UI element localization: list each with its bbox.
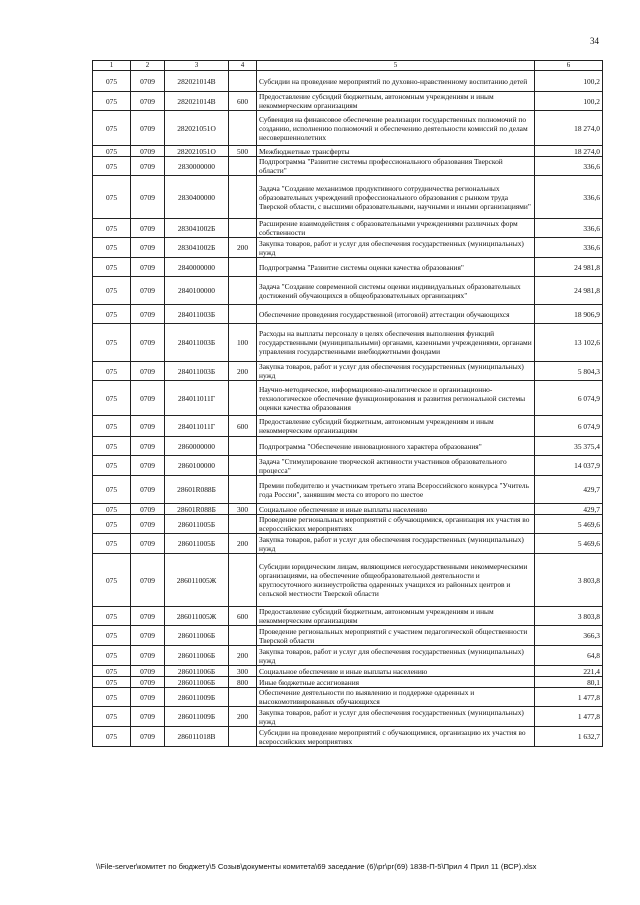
section-code-cell: 0709 — [131, 277, 165, 305]
section-code-cell: 0709 — [131, 626, 165, 646]
table-row — [93, 707, 603, 727]
file-path-footer: \\File-server\комитет по бюджету\5 Созыв\документы комитета\69 заседание (6)\рг\рг(69) 1838-П-5\Прил 4 Прил 11 (ВСР).xlsx — [96, 862, 537, 871]
target-article-cell: 284011011Г — [165, 416, 229, 437]
amount-cell: 35 375,4 — [535, 437, 603, 456]
section-code-cell: 0709 — [131, 305, 165, 324]
section-code-cell: 0709 — [131, 111, 165, 146]
column-header: 5 — [257, 61, 535, 71]
description-cell: Обеспечение деятельности по выявлению и поддержке одаренных и высокомотивированных обучающихся — [257, 688, 535, 707]
expense-type-cell — [229, 515, 257, 534]
description-cell: Предоставление субсидий бюджетным, автономным учреждениям и иным некоммерческим организациям — [257, 92, 535, 111]
admin-code-cell: 075 — [93, 324, 131, 362]
target-article-cell: 286011005Б — [165, 534, 229, 554]
target-article-cell: 284011003Б — [165, 324, 229, 362]
section-code-cell: 0709 — [131, 476, 165, 504]
description-cell: Закупка товаров, работ и услуг для обеспечения государственных (муниципальных) нужд — [257, 707, 535, 727]
expense-type-cell — [229, 176, 257, 219]
expense-type-cell — [229, 554, 257, 607]
admin-code-cell: 075 — [93, 456, 131, 476]
admin-code-cell: 075 — [93, 71, 131, 92]
table-row — [93, 504, 603, 515]
amount-cell: 336,6 — [535, 176, 603, 219]
amount-cell: 13 102,6 — [535, 324, 603, 362]
column-header: 1 — [93, 61, 131, 71]
admin-code-cell: 075 — [93, 554, 131, 607]
description-cell: Проведение региональных мероприятий с обучающимися, организация их участия во всероссийских мероприятиях — [257, 515, 535, 534]
table-row — [93, 437, 603, 456]
amount-cell: 5 469,6 — [535, 534, 603, 554]
description-cell: Закупка товаров, работ и услуг для обеспечения государственных (муниципальных) нужд — [257, 646, 535, 666]
section-code-cell: 0709 — [131, 504, 165, 515]
admin-code-cell: 075 — [93, 381, 131, 416]
description-cell: Иные бюджетные ассигнования — [257, 677, 535, 688]
expense-type-cell — [229, 688, 257, 707]
expense-type-cell: 600 — [229, 92, 257, 111]
amount-cell: 100,2 — [535, 92, 603, 111]
section-code-cell: 0709 — [131, 157, 165, 176]
table-row — [93, 677, 603, 688]
admin-code-cell: 075 — [93, 607, 131, 626]
section-code-cell: 0709 — [131, 437, 165, 456]
table-row — [93, 157, 603, 176]
description-cell: Закупка товаров, работ и услуг для обеспечения государственных (муниципальных) нужд — [257, 362, 535, 381]
description-cell: Предоставление субсидий бюджетным, автономным учреждениям и иным некоммерческим организациям — [257, 416, 535, 437]
admin-code-cell: 075 — [93, 504, 131, 515]
section-code-cell: 0709 — [131, 238, 165, 258]
description-cell: Подпрограмма "Развитие системы профессионального образования Тверской области" — [257, 157, 535, 176]
table-row — [93, 646, 603, 666]
admin-code-cell: 075 — [93, 626, 131, 646]
section-code-cell: 0709 — [131, 456, 165, 476]
description-cell: Премии победителю и участникам третьего этапа Всероссийского конкурса "Учитель года России", занявшим места со второго по шестое — [257, 476, 535, 504]
amount-cell: 5 469,6 — [535, 515, 603, 534]
table-row — [93, 362, 603, 381]
amount-cell: 1 632,7 — [535, 727, 603, 747]
section-code-cell: 0709 — [131, 71, 165, 92]
column-header: 6 — [535, 61, 603, 71]
description-cell: Обеспечение проведения государственной (итоговой) аттестации обучающихся — [257, 305, 535, 324]
amount-cell: 1 477,8 — [535, 688, 603, 707]
target-article-cell: 2840100000 — [165, 277, 229, 305]
amount-cell: 3 803,8 — [535, 554, 603, 607]
target-article-cell: 286011006Б — [165, 677, 229, 688]
table-row — [93, 456, 603, 476]
amount-cell: 18 906,9 — [535, 305, 603, 324]
admin-code-cell: 075 — [93, 534, 131, 554]
table-row — [93, 277, 603, 305]
target-article-cell: 282021051О — [165, 111, 229, 146]
target-article-cell: 28601R088Б — [165, 504, 229, 515]
description-cell: Субсидии на проведение мероприятий с обучающимися, организацию их участия во всероссийских мероприятиях — [257, 727, 535, 747]
expense-type-cell — [229, 219, 257, 238]
expense-type-cell: 600 — [229, 607, 257, 626]
admin-code-cell: 075 — [93, 416, 131, 437]
target-article-cell: 286011006Б — [165, 646, 229, 666]
table-row — [93, 71, 603, 92]
expense-type-cell — [229, 71, 257, 92]
description-cell: Социальное обеспечение и иные выплаты населению — [257, 666, 535, 677]
expense-type-cell — [229, 111, 257, 146]
expense-type-cell — [229, 626, 257, 646]
amount-cell: 336,6 — [535, 157, 603, 176]
admin-code-cell: 075 — [93, 515, 131, 534]
amount-cell: 18 274,0 — [535, 146, 603, 157]
amount-cell: 5 804,3 — [535, 362, 603, 381]
description-cell: Проведение региональных мероприятий с участием педагогической общественности Тверской области — [257, 626, 535, 646]
description-cell: Субвенция на финансовое обеспечение реализации государственных полномочий по созданию, исполнению полномочий и обеспечению деятельности комиссий по делам несовершеннолетних — [257, 111, 535, 146]
target-article-cell: 286011005Ж — [165, 554, 229, 607]
target-article-cell: 286011006Б — [165, 666, 229, 677]
table-row — [93, 626, 603, 646]
description-cell: Задача "Создание механизмов продуктивного сотрудничества региональных образовательных учреждений профессионального образования с рынком труда Тверской области, с высшими образовательными, научными и иными организациями" — [257, 176, 535, 219]
description-cell: Расширение взаимодействия с образовательными учреждениями различных форм собственности — [257, 219, 535, 238]
description-cell: Закупка товаров, работ и услуг для обеспечения государственных (муниципальных) нужд — [257, 238, 535, 258]
admin-code-cell: 075 — [93, 305, 131, 324]
description-cell: Субсидии юридическим лицам, являющимся негосударственными некоммерческими организациями, на обеспечение общеобразовательной деятельности и круглосуточного жизнеустройства одаренных учащихся из районных центров и сельской местности Тверской области — [257, 554, 535, 607]
section-code-cell: 0709 — [131, 362, 165, 381]
amount-cell: 429,7 — [535, 504, 603, 515]
admin-code-cell: 075 — [93, 277, 131, 305]
table-row — [93, 219, 603, 238]
section-code-cell: 0709 — [131, 258, 165, 277]
target-article-cell: 286011005Б — [165, 515, 229, 534]
table-row — [93, 554, 603, 607]
amount-cell: 24 981,8 — [535, 258, 603, 277]
target-article-cell: 286011005Ж — [165, 607, 229, 626]
description-cell: Предоставление субсидий бюджетным, автономным учреждениям и иным некоммерческим организациям — [257, 607, 535, 626]
amount-cell: 6 074,9 — [535, 381, 603, 416]
expense-type-cell: 200 — [229, 646, 257, 666]
description-cell: Закупка товаров, работ и услуг для обеспечения государственных (муниципальных) нужд — [257, 534, 535, 554]
expense-type-cell — [229, 456, 257, 476]
target-article-cell: 284011011Г — [165, 381, 229, 416]
description-cell: Подпрограмма "Развитие системы оценки качества образования" — [257, 258, 535, 277]
target-article-cell: 2860100000 — [165, 456, 229, 476]
column-header: 2 — [131, 61, 165, 71]
expense-type-cell: 200 — [229, 534, 257, 554]
section-code-cell: 0709 — [131, 534, 165, 554]
page-number: 34 — [590, 36, 599, 46]
expense-type-cell — [229, 157, 257, 176]
amount-cell: 429,7 — [535, 476, 603, 504]
budget-table — [92, 60, 603, 747]
amount-cell: 366,3 — [535, 626, 603, 646]
admin-code-cell: 075 — [93, 176, 131, 219]
section-code-cell: 0709 — [131, 554, 165, 607]
section-code-cell: 0709 — [131, 324, 165, 362]
admin-code-cell: 075 — [93, 362, 131, 381]
expense-type-cell — [229, 476, 257, 504]
admin-code-cell: 075 — [93, 146, 131, 157]
expense-type-cell: 200 — [229, 238, 257, 258]
table-row — [93, 607, 603, 626]
expense-type-cell: 600 — [229, 416, 257, 437]
section-code-cell: 0709 — [131, 646, 165, 666]
section-code-cell: 0709 — [131, 219, 165, 238]
section-code-cell: 0709 — [131, 416, 165, 437]
table-row — [93, 176, 603, 219]
admin-code-cell: 075 — [93, 238, 131, 258]
admin-code-cell: 075 — [93, 476, 131, 504]
section-code-cell: 0709 — [131, 688, 165, 707]
target-article-cell: 286011006Б — [165, 626, 229, 646]
table-row — [93, 258, 603, 277]
admin-code-cell: 075 — [93, 111, 131, 146]
section-code-cell: 0709 — [131, 707, 165, 727]
description-cell: Научно-методическое, информационно-аналитическое и организационно-технологическое обеспечение функционирования и развития региональной системы оценки качества образования — [257, 381, 535, 416]
amount-cell: 336,6 — [535, 238, 603, 258]
target-article-cell: 286011009Б — [165, 707, 229, 727]
table-row — [93, 416, 603, 437]
admin-code-cell: 075 — [93, 727, 131, 747]
target-article-cell: 2860000000 — [165, 437, 229, 456]
table-row — [93, 476, 603, 504]
table-row — [93, 666, 603, 677]
expense-type-cell: 200 — [229, 362, 257, 381]
expense-type-cell — [229, 277, 257, 305]
table-row — [93, 324, 603, 362]
section-code-cell: 0709 — [131, 176, 165, 219]
expense-type-cell — [229, 727, 257, 747]
section-code-cell: 0709 — [131, 666, 165, 677]
admin-code-cell: 075 — [93, 157, 131, 176]
target-article-cell: 283041002Б — [165, 238, 229, 258]
expense-type-cell: 300 — [229, 666, 257, 677]
target-article-cell: 286011009Б — [165, 688, 229, 707]
section-code-cell: 0709 — [131, 677, 165, 688]
expense-type-cell — [229, 381, 257, 416]
amount-cell: 3 803,8 — [535, 607, 603, 626]
admin-code-cell: 075 — [93, 688, 131, 707]
expense-type-cell: 300 — [229, 504, 257, 515]
table-body — [93, 71, 603, 747]
target-article-cell: 283041002Б — [165, 219, 229, 238]
section-code-cell: 0709 — [131, 146, 165, 157]
target-article-cell: 28601R088Б — [165, 476, 229, 504]
amount-cell: 100,2 — [535, 71, 603, 92]
table-header-row — [93, 61, 603, 71]
target-article-cell: 282021014В — [165, 92, 229, 111]
description-cell: Расходы на выплаты персоналу в целях обеспечения выполнения функций государственными (муниципальными) органами, казенными учреждениями, органами управления государственными внебюджетными фондами — [257, 324, 535, 362]
expense-type-cell: 500 — [229, 146, 257, 157]
section-code-cell: 0709 — [131, 381, 165, 416]
table-row — [93, 92, 603, 111]
target-article-cell: 282021014В — [165, 71, 229, 92]
target-article-cell: 2840000000 — [165, 258, 229, 277]
admin-code-cell: 075 — [93, 219, 131, 238]
admin-code-cell: 075 — [93, 92, 131, 111]
admin-code-cell: 075 — [93, 646, 131, 666]
target-article-cell: 282021051О — [165, 146, 229, 157]
admin-code-cell: 075 — [93, 666, 131, 677]
target-article-cell: 284011003Б — [165, 362, 229, 381]
expense-type-cell: 200 — [229, 707, 257, 727]
section-code-cell: 0709 — [131, 92, 165, 111]
target-article-cell: 2830400000 — [165, 176, 229, 219]
description-cell: Подпрограмма "Обеспечение инновационного характера образования" — [257, 437, 535, 456]
description-cell: Задача "Создание современной системы оценки индивидуальных образовательных достижений обучающихся в общеобразовательных организациях" — [257, 277, 535, 305]
section-code-cell: 0709 — [131, 727, 165, 747]
description-cell: Социальное обеспечение и иные выплаты населению — [257, 504, 535, 515]
column-header: 4 — [229, 61, 257, 71]
column-header: 3 — [165, 61, 229, 71]
table-row — [93, 688, 603, 707]
expense-type-cell — [229, 258, 257, 277]
description-cell: Задача "Стимулирование творческой активности участников образовательного процесса" — [257, 456, 535, 476]
table-row — [93, 238, 603, 258]
table-row — [93, 534, 603, 554]
description-cell: Межбюджетные трансферты — [257, 146, 535, 157]
admin-code-cell: 075 — [93, 258, 131, 277]
expense-type-cell: 800 — [229, 677, 257, 688]
admin-code-cell: 075 — [93, 677, 131, 688]
table-row — [93, 111, 603, 146]
amount-cell: 14 037,9 — [535, 456, 603, 476]
table-row — [93, 305, 603, 324]
target-article-cell: 286011018В — [165, 727, 229, 747]
amount-cell: 80,1 — [535, 677, 603, 688]
admin-code-cell: 075 — [93, 437, 131, 456]
table-row — [93, 727, 603, 747]
section-code-cell: 0709 — [131, 515, 165, 534]
amount-cell: 336,6 — [535, 219, 603, 238]
amount-cell: 24 981,8 — [535, 277, 603, 305]
amount-cell: 1 477,8 — [535, 707, 603, 727]
description-cell: Субсидии на проведение мероприятий по духовно-нравственному воспитанию детей — [257, 71, 535, 92]
amount-cell: 64,8 — [535, 646, 603, 666]
amount-cell: 18 274,0 — [535, 111, 603, 146]
table-row — [93, 381, 603, 416]
table-row — [93, 515, 603, 534]
section-code-cell: 0709 — [131, 607, 165, 626]
target-article-cell: 284011003Б — [165, 305, 229, 324]
expense-type-cell — [229, 437, 257, 456]
amount-cell: 221,4 — [535, 666, 603, 677]
expense-type-cell: 100 — [229, 324, 257, 362]
expense-type-cell — [229, 305, 257, 324]
table-row — [93, 146, 603, 157]
admin-code-cell: 075 — [93, 707, 131, 727]
target-article-cell: 2830000000 — [165, 157, 229, 176]
amount-cell: 6 074,9 — [535, 416, 603, 437]
